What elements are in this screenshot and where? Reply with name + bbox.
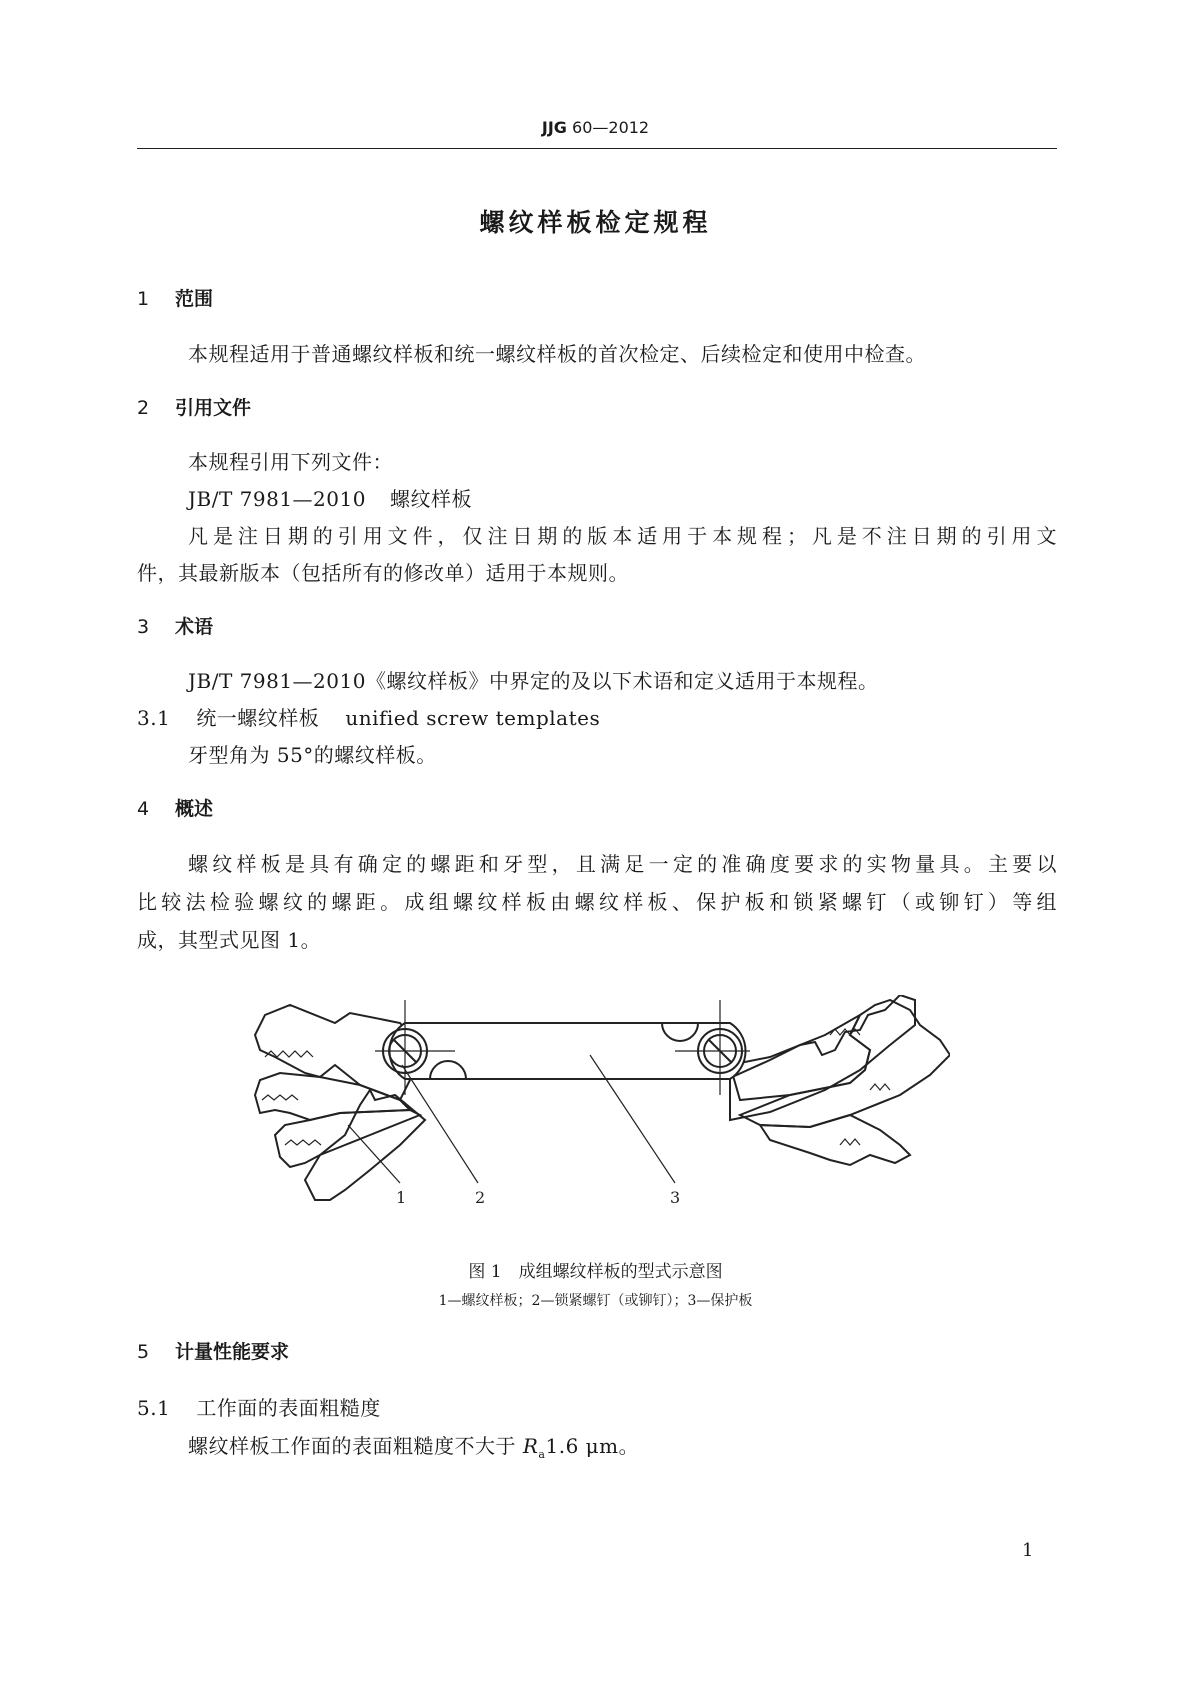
- document-code-number: 60—2012: [572, 118, 650, 137]
- figure-note: 1—螺纹样板；2—锁紧螺钉（或铆钉）；3—保护板: [438, 1293, 753, 1309]
- reference-entry: [188, 483, 472, 512]
- section-4-paragraph-line2: 比较法检验螺纹的螺距。成组螺纹样板由螺纹样板、保护板和锁紧螺钉（或铆钉）等组: [137, 890, 1057, 914]
- right-template-teeth: [830, 1029, 890, 1145]
- roughness-symbol: R: [522, 1434, 539, 1458]
- figure-label-2: 2: [475, 1188, 486, 1207]
- right-template-bottom: [760, 1115, 910, 1165]
- right-template-top: [730, 995, 915, 1120]
- section-3-heading: [137, 612, 213, 639]
- term-chinese: 统一螺纹样板: [196, 706, 320, 730]
- section-number: 1: [137, 288, 150, 310]
- figure-label-3: 3: [670, 1188, 681, 1207]
- subsection-title: 工作面的表面粗糙度: [196, 1396, 381, 1420]
- screw-template-set-figure: [250, 995, 950, 1300]
- subsection-5-1-paragraph: [188, 1430, 639, 1461]
- figure-caption: 图 1 成组螺纹样板的型式示意图: [468, 1262, 723, 1282]
- section-5-heading: [137, 1337, 289, 1364]
- section-3-paragraph: JB/T 7981—2010《螺纹样板》中界定的及以下术语和定义适用于本规程。: [188, 669, 879, 693]
- roughness-value: 1.6 μm。: [545, 1434, 640, 1458]
- section-2-paragraph-line1: 凡是注日期的引用文件，仅注日期的版本适用于本规程；凡是不注日期的引用文: [188, 524, 1057, 548]
- header-rule: [137, 148, 1057, 149]
- section-number: 5: [137, 1341, 150, 1363]
- page-number: 1: [1022, 1540, 1034, 1561]
- section-title: 术语: [175, 616, 214, 638]
- section-title: 范围: [175, 288, 214, 310]
- section-2-intro: 本规程引用下列文件：: [188, 450, 393, 474]
- section-title: 引用文件: [175, 397, 252, 419]
- right-template-lower: [730, 1015, 870, 1100]
- document-code-prefix: JJG: [541, 118, 567, 137]
- term-3-1-heading: [137, 702, 600, 731]
- subsection-5-1-heading: [137, 1392, 381, 1421]
- section-number: 2: [137, 397, 150, 419]
- term-english: unified screw templates: [345, 706, 601, 730]
- section-4-paragraph-line1: 螺纹样板是具有确定的螺距和牙型，且满足一定的准确度要求的实物量具。主要以: [188, 852, 1057, 876]
- page-title: 螺纹样板检定规程: [479, 208, 712, 237]
- term-number: 3.1: [137, 706, 171, 730]
- left-template-lower: [275, 1110, 420, 1167]
- term-3-1-definition: 牙型角为 55°的螺纹样板。: [188, 743, 437, 767]
- section-number: 4: [137, 798, 150, 820]
- reference-code: JB/T 7981—2010: [188, 487, 366, 511]
- section-1-paragraph: 本规程适用于普通螺纹样板和统一螺纹样板的首次检定、后续检定和使用中检查。: [188, 342, 926, 366]
- figure-label-1: 1: [396, 1188, 407, 1207]
- section-1-heading: [137, 284, 213, 311]
- section-4-paragraph-line3: 成，其型式见图 1。: [137, 928, 322, 952]
- section-title: 概述: [175, 798, 214, 820]
- reference-title: 螺纹样板: [389, 487, 472, 511]
- document-code: [0, 118, 1191, 137]
- section-title: 计量性能要求: [175, 1341, 290, 1363]
- subsection-number: 5.1: [137, 1396, 171, 1420]
- roughness-text: 螺纹样板工作面的表面粗糙度不大于: [188, 1434, 516, 1458]
- section-2-heading: [137, 393, 251, 420]
- leader-line-2: [402, 1065, 478, 1183]
- roughness-subscript: a: [538, 1448, 546, 1461]
- section-number: 3: [137, 616, 150, 638]
- section-4-heading: [137, 794, 213, 821]
- section-2-paragraph-line2: 件，其最新版本（包括所有的修改单）适用于本规则。: [137, 561, 629, 585]
- right-template-middle: [740, 1000, 950, 1127]
